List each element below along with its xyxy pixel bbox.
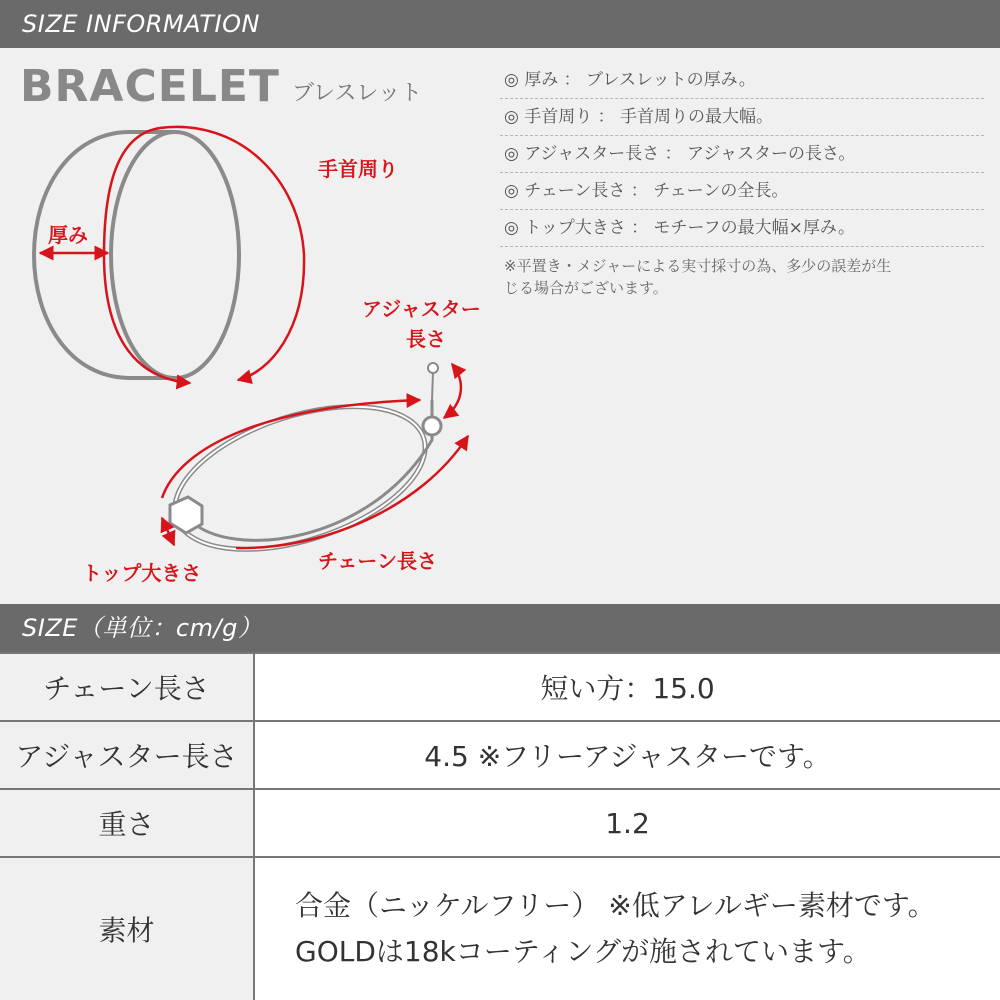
size-table [0, 652, 1000, 1000]
measurement-note-line1: ※平置き・メジャーによる実寸採寸の為、多少の誤差が生 [504, 257, 892, 275]
row-label-material: 素材 [0, 857, 254, 1000]
row-value-adjuster: 4.5 ※フリーアジャスターです。 [254, 721, 1000, 789]
row-label-chain: チェーン長さ [0, 653, 254, 721]
label-wrist: 手首周り [318, 157, 398, 181]
bracelet-diagram [0, 48, 500, 604]
material-line1: 合金（ニッケルフリー） ※低アレルギー素材です。 [295, 889, 936, 922]
product-name-ja: ブレスレット [291, 81, 423, 106]
size-section-header: SIZE（単位：cm/g） [0, 604, 1000, 652]
chain-illustration [157, 363, 468, 577]
legend-item-wrist: ◎ 手首周り ： 手首周りの最大幅。 [500, 99, 984, 136]
material-line2: GOLDは18kコーティングが施されています。 [295, 935, 871, 968]
table-row [0, 857, 1000, 1000]
row-value-chain: 短い方：15.0 [254, 653, 1000, 721]
label-chain-length: チェーン長さ [318, 549, 437, 573]
legend-item-thickness: ◎ 厚み ： ブレスレットの厚み。 [500, 62, 984, 99]
table-row [0, 721, 1000, 789]
row-label-adjuster: アジャスター長さ [0, 721, 254, 789]
row-value-material [254, 857, 1000, 1000]
legend-list [500, 62, 984, 299]
label-adjuster-line1: アジャスター [362, 297, 481, 321]
row-label-weight: 重さ [0, 789, 254, 857]
table-row [0, 653, 1000, 721]
product-name-en: BRACELET [20, 61, 280, 112]
table-row [0, 789, 1000, 857]
label-adjuster-line2: 長さ [406, 327, 446, 351]
legend-item-chain: ◎ チェーン長さ ： チェーンの全長。 [500, 173, 984, 210]
label-top-size: トップ大きさ [82, 561, 202, 585]
legend-item-top: ◎ トップ大きさ ： モチーフの最大幅×厚み。 [500, 210, 984, 247]
measurement-note [500, 255, 984, 299]
measurement-note-line2: じる場合がございます。 [504, 279, 668, 297]
legend-item-adjuster: ◎ アジャスター長さ ： アジャスターの長さ。 [500, 136, 984, 173]
bangle-illustration [34, 127, 304, 383]
label-thickness: 厚み [48, 223, 88, 247]
row-value-weight: 1.2 [254, 789, 1000, 857]
size-information-header: SIZE INFORMATION [0, 0, 1000, 48]
